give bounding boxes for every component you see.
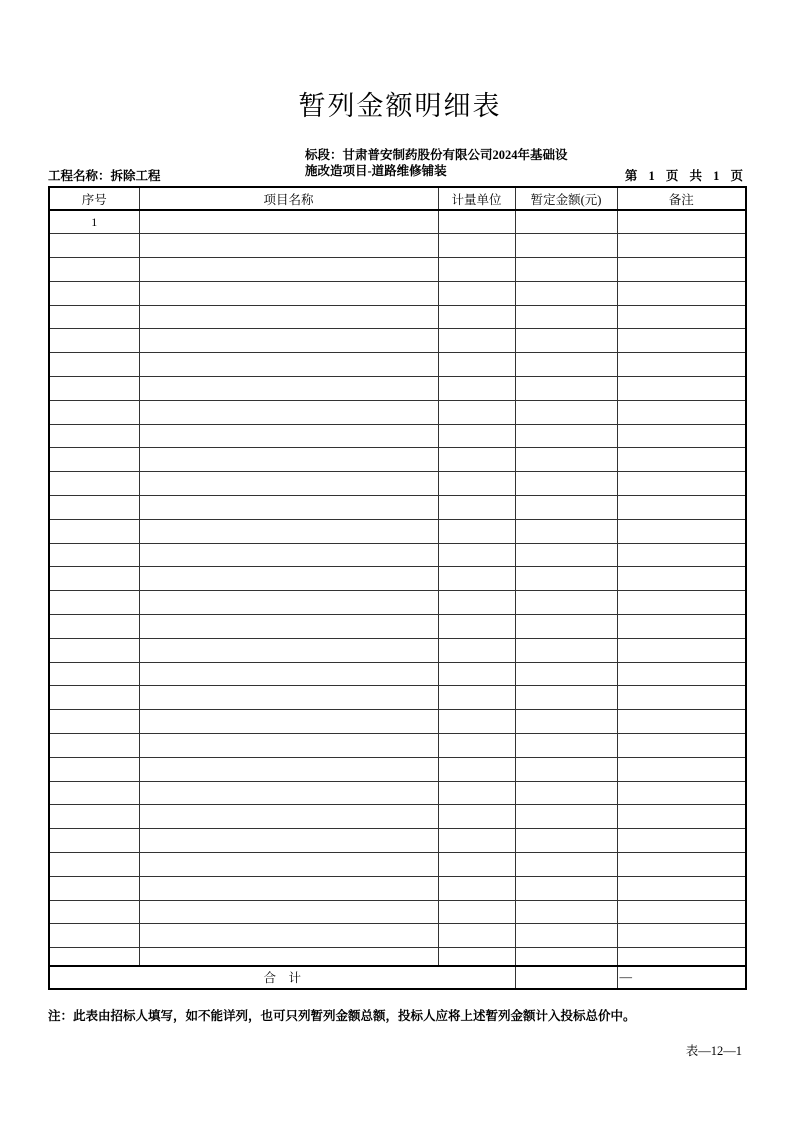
provisional-sum-table xyxy=(48,186,747,990)
table-cell xyxy=(515,234,617,258)
table-row xyxy=(49,757,746,781)
table-cell xyxy=(139,377,438,401)
col-header-unit: 计量单位 xyxy=(438,187,515,210)
table-cell xyxy=(139,686,438,710)
table-cell xyxy=(49,424,139,448)
table-cell xyxy=(139,734,438,758)
table-cell xyxy=(438,472,515,496)
table-cell xyxy=(438,805,515,829)
table-cell xyxy=(617,924,746,948)
table-cell xyxy=(515,805,617,829)
table-cell xyxy=(139,829,438,853)
table-cell xyxy=(617,400,746,424)
table-cell xyxy=(49,781,139,805)
table-row xyxy=(49,686,746,710)
table-cell xyxy=(139,757,438,781)
table-cell xyxy=(438,734,515,758)
table-cell xyxy=(438,686,515,710)
table-cell xyxy=(438,377,515,401)
table-cell xyxy=(49,662,139,686)
table-cell xyxy=(139,424,438,448)
table-cell xyxy=(617,662,746,686)
table-cell xyxy=(139,305,438,329)
table-cell xyxy=(139,591,438,615)
table-cell xyxy=(515,591,617,615)
table-cell xyxy=(49,472,139,496)
table-cell xyxy=(617,448,746,472)
page-title: 暂列金额明细表 xyxy=(298,91,502,121)
table-row xyxy=(49,638,746,662)
table-cell xyxy=(49,400,139,424)
table-cell xyxy=(139,662,438,686)
table-cell xyxy=(49,757,139,781)
table-row xyxy=(49,567,746,591)
table-cell xyxy=(438,281,515,305)
table-cell xyxy=(139,234,438,258)
table-cell xyxy=(515,543,617,567)
table-row xyxy=(49,519,746,543)
table-cell xyxy=(438,710,515,734)
table-cell xyxy=(617,258,746,282)
table-row xyxy=(49,281,746,305)
footnote: 注：此表由招标人填写，如不能详列，也可只列暂列金额总额，投标人应将上述暂列金额计入投标总价中。 xyxy=(48,1009,636,1023)
table-cell xyxy=(617,210,746,234)
table-header-row xyxy=(49,187,746,210)
table-row xyxy=(49,353,746,377)
table-cell xyxy=(438,615,515,639)
table-cell xyxy=(139,210,438,234)
table-cell xyxy=(438,496,515,520)
table-cell xyxy=(515,638,617,662)
table-row xyxy=(49,781,746,805)
table-cell xyxy=(49,353,139,377)
table-cell xyxy=(438,234,515,258)
table-cell xyxy=(438,924,515,948)
table-cell xyxy=(139,948,438,966)
table-cell xyxy=(617,519,746,543)
table-cell xyxy=(617,829,746,853)
table-cell xyxy=(515,829,617,853)
table-cell xyxy=(438,757,515,781)
table-cell xyxy=(139,567,438,591)
table-cell xyxy=(617,900,746,924)
table-cell xyxy=(617,734,746,758)
section-info xyxy=(305,147,568,179)
table-cell xyxy=(139,496,438,520)
table-cell xyxy=(438,210,515,234)
table-row xyxy=(49,305,746,329)
table-cell xyxy=(139,876,438,900)
table-row xyxy=(49,329,746,353)
table-cell xyxy=(49,496,139,520)
table-cell xyxy=(49,924,139,948)
table-cell xyxy=(139,805,438,829)
table-cell xyxy=(139,472,438,496)
table-cell xyxy=(49,305,139,329)
table-cell xyxy=(49,829,139,853)
table-cell xyxy=(515,424,617,448)
table-cell xyxy=(515,615,617,639)
col-header-remark: 备注 xyxy=(617,187,746,210)
table-row xyxy=(49,591,746,615)
table-cell xyxy=(139,615,438,639)
table-row xyxy=(49,900,746,924)
section-line-1: 标段：甘肃普安制药股份有限公司2024年基础设 xyxy=(305,148,568,162)
table-cell xyxy=(515,710,617,734)
table-cell xyxy=(438,876,515,900)
table-cell xyxy=(49,686,139,710)
table-cell xyxy=(139,448,438,472)
table-row xyxy=(49,710,746,734)
table-cell xyxy=(438,424,515,448)
table-row xyxy=(49,234,746,258)
table-cell xyxy=(617,543,746,567)
table-cell xyxy=(617,781,746,805)
table-cell xyxy=(515,734,617,758)
table-cell xyxy=(515,781,617,805)
table-cell xyxy=(515,948,617,966)
table-cell xyxy=(515,400,617,424)
col-header-seq: 序号 xyxy=(49,187,139,210)
table-cell xyxy=(49,948,139,966)
table-cell xyxy=(617,591,746,615)
table-cell xyxy=(49,615,139,639)
table-cell xyxy=(139,781,438,805)
form-code: 表—12—1 xyxy=(685,1044,742,1058)
table-cell xyxy=(139,543,438,567)
table-row xyxy=(49,472,746,496)
table-cell xyxy=(139,353,438,377)
table-cell xyxy=(617,567,746,591)
table-row xyxy=(49,853,746,877)
table-cell xyxy=(139,638,438,662)
table-cell xyxy=(515,472,617,496)
table-cell xyxy=(49,900,139,924)
table-cell xyxy=(515,210,617,234)
table-cell xyxy=(49,853,139,877)
table-cell xyxy=(438,781,515,805)
table-cell xyxy=(617,305,746,329)
table-row xyxy=(49,948,746,966)
table-cell xyxy=(617,329,746,353)
table-cell xyxy=(438,638,515,662)
table-cell xyxy=(617,948,746,966)
table-cell xyxy=(49,591,139,615)
table-cell xyxy=(139,710,438,734)
table-cell xyxy=(617,686,746,710)
table-cell xyxy=(438,519,515,543)
table-row xyxy=(49,924,746,948)
table-row xyxy=(49,805,746,829)
table-cell xyxy=(438,900,515,924)
table-cell xyxy=(515,519,617,543)
table-cell: 1 xyxy=(49,210,139,234)
table-cell xyxy=(515,924,617,948)
table-cell xyxy=(139,281,438,305)
table-cell xyxy=(139,400,438,424)
table-cell xyxy=(617,638,746,662)
project-name-label: 工程名称：拆除工程 xyxy=(48,169,161,183)
table-cell xyxy=(617,234,746,258)
table-cell xyxy=(438,567,515,591)
table-cell xyxy=(49,519,139,543)
table-cell xyxy=(617,472,746,496)
table-cell xyxy=(515,900,617,924)
table-cell xyxy=(49,281,139,305)
table-cell xyxy=(617,853,746,877)
section-line-2: 施改造项目-道路维修铺装 xyxy=(305,164,447,178)
table-cell xyxy=(617,496,746,520)
table-cell xyxy=(617,805,746,829)
table-cell xyxy=(515,258,617,282)
total-label: 合 计 xyxy=(49,966,515,990)
table-cell xyxy=(49,567,139,591)
table-cell xyxy=(515,448,617,472)
table-cell xyxy=(139,258,438,282)
table-cell xyxy=(438,948,515,966)
table-row xyxy=(49,496,746,520)
col-header-item-name: 项目名称 xyxy=(139,187,438,210)
table-cell xyxy=(515,377,617,401)
total-row xyxy=(49,966,746,990)
table-cell xyxy=(617,353,746,377)
page-number-label: 第 1 页 共 1 页 xyxy=(624,169,743,183)
table-cell xyxy=(49,234,139,258)
table-cell xyxy=(515,662,617,686)
table-row xyxy=(49,876,746,900)
table-row xyxy=(49,734,746,758)
table-row xyxy=(49,400,746,424)
table-cell xyxy=(617,424,746,448)
table-cell xyxy=(49,638,139,662)
table-cell xyxy=(515,353,617,377)
table-cell xyxy=(438,400,515,424)
table-cell xyxy=(438,829,515,853)
table-cell xyxy=(49,543,139,567)
table-cell xyxy=(49,329,139,353)
table-cell xyxy=(49,258,139,282)
table-cell xyxy=(438,662,515,686)
table-cell xyxy=(515,853,617,877)
table-row xyxy=(49,543,746,567)
table-row xyxy=(49,424,746,448)
table-row xyxy=(49,377,746,401)
table-row xyxy=(49,210,746,234)
table-cell xyxy=(49,805,139,829)
table-cell xyxy=(617,281,746,305)
table-cell xyxy=(515,686,617,710)
table-cell xyxy=(515,281,617,305)
table-cell xyxy=(515,876,617,900)
table-cell xyxy=(49,377,139,401)
table-cell xyxy=(438,853,515,877)
table-cell xyxy=(438,353,515,377)
table-cell xyxy=(49,448,139,472)
table-cell xyxy=(49,710,139,734)
table-cell xyxy=(139,900,438,924)
table-cell xyxy=(49,734,139,758)
table-cell xyxy=(515,305,617,329)
table-row xyxy=(49,258,746,282)
table-cell xyxy=(139,924,438,948)
table-cell xyxy=(139,329,438,353)
table-cell xyxy=(139,519,438,543)
col-header-provisional-amount: 暂定金额(元) xyxy=(515,187,617,210)
table-row xyxy=(49,615,746,639)
table-cell xyxy=(515,567,617,591)
table-row xyxy=(49,829,746,853)
table-row xyxy=(49,448,746,472)
table-cell xyxy=(617,615,746,639)
table-cell xyxy=(438,543,515,567)
table-cell xyxy=(515,329,617,353)
table-cell xyxy=(438,591,515,615)
table-cell xyxy=(515,757,617,781)
table-cell xyxy=(139,853,438,877)
table-cell xyxy=(617,876,746,900)
table-cell xyxy=(438,329,515,353)
table-row xyxy=(49,662,746,686)
table-cell xyxy=(438,258,515,282)
table-cell xyxy=(515,496,617,520)
table-cell xyxy=(617,710,746,734)
total-amount-cell xyxy=(515,966,617,990)
table-cell xyxy=(438,305,515,329)
table-cell xyxy=(617,377,746,401)
table-cell xyxy=(49,876,139,900)
table-cell xyxy=(617,757,746,781)
table-cell xyxy=(438,448,515,472)
total-remark-cell: — xyxy=(617,966,746,990)
